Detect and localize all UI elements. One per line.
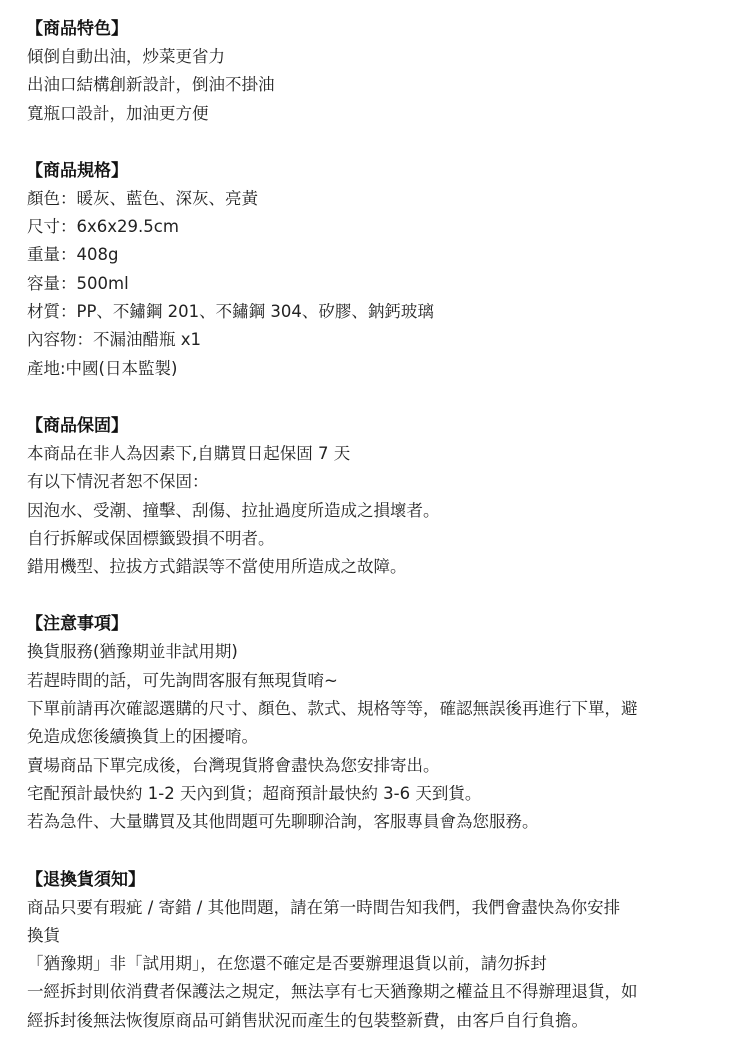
text-line: 重量：408g bbox=[27, 245, 119, 265]
text-line: 換貨服務(猶豫期並非試用期) bbox=[27, 642, 238, 662]
text-line: 免造成您後續換貨上的困擾唷。 bbox=[27, 727, 258, 747]
text-line: 下單前請再次確認選購的尺寸、顏色、款式、規格等等，確認無誤後再進行下單，避 bbox=[27, 699, 638, 719]
text-line: 尺寸：6x6x29.5cm bbox=[27, 217, 179, 237]
section-heading: 【商品規格】 bbox=[26, 160, 128, 181]
text-line: 經拆封後無法恢復原商品可銷售狀況而產生的包裝整新費，由客戶自行負擔。 bbox=[27, 1010, 588, 1030]
text-line: 產地:中國(日本監製) bbox=[27, 358, 178, 378]
section-returns bbox=[27, 866, 727, 1035]
text-line: 賣場商品下單完成後，台灣現貨將會盡快為您安排寄出。 bbox=[27, 755, 440, 775]
section-warranty bbox=[27, 412, 727, 581]
section-spacer bbox=[27, 837, 727, 866]
text-line: 因泡水、受潮、撞擊、刮傷、拉扯過度所造成之損壞者。 bbox=[27, 500, 440, 520]
section-spacer bbox=[27, 383, 727, 412]
text-line: 寬瓶口設計，加油更方便 bbox=[27, 103, 209, 123]
text-line: 「猶豫期」非「試用期」，在您還不確定是否要辦理退貨以前，請勿拆封 bbox=[27, 954, 547, 974]
section-heading: 【注意事項】 bbox=[26, 614, 128, 635]
text-line: 內容物：不漏油醋瓶 x1 bbox=[27, 330, 202, 350]
text-line: 宅配預計最快約 1-2 天內到貨；超商預計最快約 3-6 天到貨。 bbox=[27, 783, 482, 803]
text-line: 若為急件、大量購買及其他問題可先聊聊洽詢，客服專員會為您服務。 bbox=[27, 812, 539, 832]
section-spacer bbox=[27, 128, 727, 157]
section-heading: 【退換貨須知】 bbox=[26, 869, 145, 890]
section-heading: 【商品保固】 bbox=[26, 415, 128, 436]
text-line: 容量：500ml bbox=[27, 273, 129, 293]
text-line: 錯用機型、拉拔方式錯誤等不當使用所造成之故障。 bbox=[27, 557, 407, 577]
text-line: 一經拆封則依消費者保護法之規定，無法享有七天猶豫期之權益且不得辦理退貨，如 bbox=[27, 982, 638, 1002]
section-heading: 【商品特色】 bbox=[26, 19, 128, 39]
text-line: 有以下情況者恕不保固： bbox=[27, 472, 209, 492]
text-line: 換貨 bbox=[27, 925, 60, 945]
text-line: 顏色：暖灰、藍色、深灰、亮黃 bbox=[27, 188, 258, 208]
section-specs bbox=[27, 157, 727, 383]
text-line: 商品只要有瑕疵 / 寄錯 / 其他問題，請在第一時間告知我們，我們會盡快為你安排 bbox=[27, 897, 621, 917]
text-line: 出油口結構創新設計，倒油不掛油 bbox=[27, 75, 275, 95]
section-notes bbox=[27, 610, 727, 836]
section-features bbox=[27, 15, 727, 128]
text-line: 自行拆解或保固標籤毀損不明者。 bbox=[27, 528, 275, 548]
text-line: 若趕時間的話，可先詢問客服有無現貨唷~ bbox=[27, 670, 338, 690]
text-line: 本商品在非人為因素下,自購買日起保固 7 天 bbox=[27, 443, 351, 463]
text-line: 傾倒自動出油，炒菜更省力 bbox=[27, 47, 225, 66]
text-line: 材質：PP、不鏽鋼 201、不鏽鋼 304、矽膠、鈉鈣玻璃 bbox=[27, 302, 434, 322]
section-spacer bbox=[27, 581, 727, 610]
